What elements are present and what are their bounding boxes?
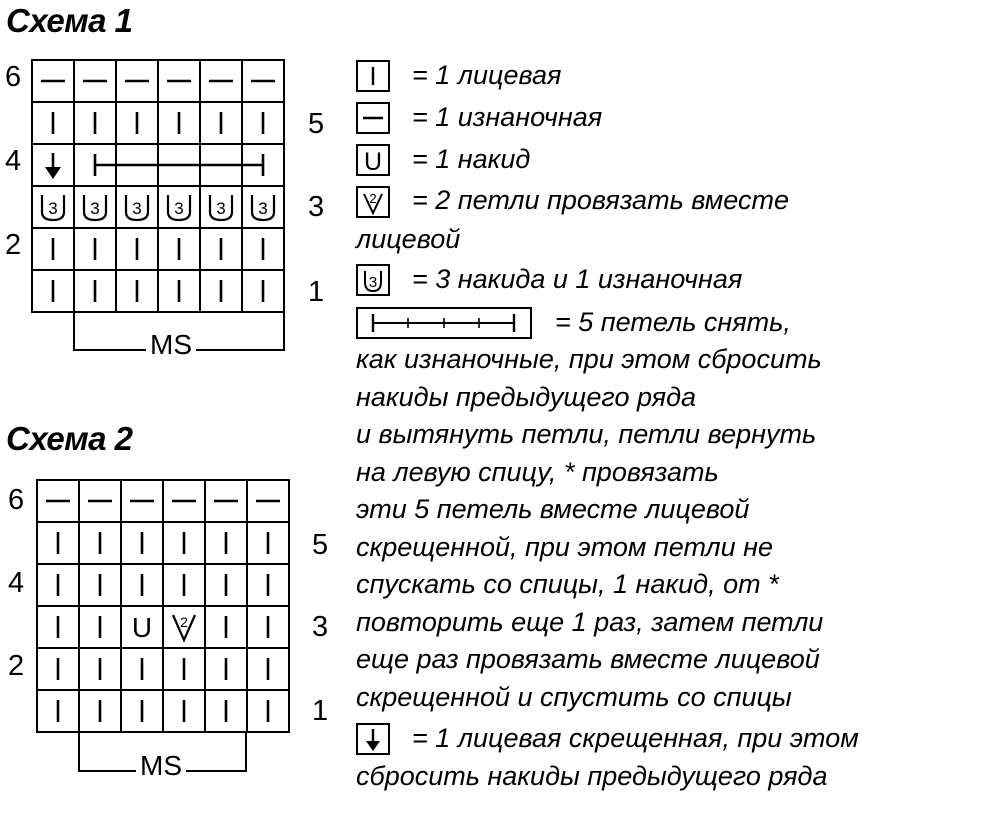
scheme-2-cell-knit bbox=[37, 690, 79, 732]
scheme-2-row-1: 1 bbox=[312, 695, 329, 727]
scheme-2-cell-purl bbox=[163, 480, 205, 522]
scheme-2-cell-knit bbox=[205, 690, 247, 732]
scheme-2-row-6: 6 bbox=[8, 484, 25, 516]
scheme-1-row-3: 3 bbox=[308, 191, 325, 223]
scheme-2-cell-knit bbox=[79, 606, 121, 648]
scheme-2-cell-knit bbox=[37, 606, 79, 648]
legend-slip5-text-4: и вытянуть петли, петли вернуть bbox=[356, 419, 817, 449]
legend-yo-symbol bbox=[356, 144, 390, 176]
scheme-2-cell-k2tog bbox=[163, 606, 205, 648]
scheme-2-cell-yo bbox=[121, 606, 163, 648]
scheme-2-grid bbox=[37, 480, 289, 732]
svg-text:3: 3 bbox=[174, 199, 184, 218]
scheme-2-cell-knit bbox=[205, 606, 247, 648]
legend-slip5-text-1: = 5 петель снять, bbox=[555, 307, 791, 337]
scheme-2-cell-purl bbox=[37, 480, 79, 522]
legend-knit-symbol bbox=[356, 60, 390, 92]
legend-yo-text: = 1 накид bbox=[412, 144, 531, 174]
scheme-1-row-6: 6 bbox=[5, 61, 22, 93]
legend-slip5-text-2: как изнаночные, при этом сбросить bbox=[356, 344, 822, 374]
legend-slip5-text-8: спускать со спицы, 1 накид, от * bbox=[356, 569, 779, 599]
legend-slip5-text-5: на левую спицу, * провязать bbox=[356, 457, 719, 487]
svg-text:3: 3 bbox=[90, 199, 100, 218]
scheme-2-repeat-label: MS bbox=[136, 752, 186, 780]
scheme-2-cell-knit bbox=[247, 690, 289, 732]
legend-k2tog-text-1: = 2 петли провязать вместе bbox=[412, 185, 789, 215]
scheme-1-title: Схема 1 bbox=[6, 2, 133, 39]
scheme-2-cell-knit bbox=[247, 606, 289, 648]
legend-yo3p-text: = 3 накида и 1 изнаночная bbox=[412, 264, 743, 294]
scheme-2-cell-knit bbox=[79, 690, 121, 732]
legend-slip5-text-11: скрещенной и спустить со спицы bbox=[356, 682, 792, 712]
scheme-2-row-2: 2 bbox=[8, 650, 25, 682]
scheme-2-cell-purl bbox=[121, 480, 163, 522]
scheme-2-cell-knit bbox=[121, 564, 163, 606]
scheme-2-cell-knit bbox=[205, 522, 247, 564]
svg-text:2: 2 bbox=[180, 614, 188, 630]
scheme-2-cell-knit bbox=[79, 522, 121, 564]
legend-purl-symbol bbox=[356, 102, 390, 134]
scheme-2-cell-knit bbox=[205, 648, 247, 690]
scheme-2-cell-knit bbox=[247, 522, 289, 564]
scheme-2-title: Схема 2 bbox=[6, 420, 133, 457]
legend-slip5-text-7: скрещенной, при этом петли не bbox=[356, 532, 773, 562]
legend-purl-text: = 1 изнаночная bbox=[412, 102, 603, 132]
scheme-2-cell-knit bbox=[121, 648, 163, 690]
legend-slip5-text-10: еще раз провязать вместе лицевой bbox=[356, 644, 820, 674]
legend-slip5-symbol bbox=[356, 307, 532, 339]
legend-twisted-text-1: = 1 лицевая скрещенная, при этом bbox=[412, 723, 859, 753]
scheme-2-cell-knit bbox=[37, 564, 79, 606]
legend-yo-glyph: U bbox=[363, 148, 383, 176]
scheme-2-cell-purl bbox=[247, 480, 289, 522]
scheme-1-row-4: 4 bbox=[5, 145, 22, 177]
scheme-1-row-2: 2 bbox=[5, 229, 22, 261]
scheme-1-row-1: 1 bbox=[308, 276, 325, 308]
legend-yo3p-symbol bbox=[356, 264, 390, 296]
legend-twisted-symbol bbox=[356, 723, 390, 755]
legend-yo3p-digit: 3 bbox=[368, 274, 378, 291]
svg-text:3: 3 bbox=[132, 199, 142, 218]
svg-text:3: 3 bbox=[216, 199, 226, 218]
scheme-2-cell-purl bbox=[205, 480, 247, 522]
svg-text:3: 3 bbox=[48, 199, 58, 218]
scheme-2-row-4: 4 bbox=[8, 567, 25, 599]
scheme-2-cell-knit bbox=[163, 690, 205, 732]
scheme-2-cell-knit bbox=[37, 648, 79, 690]
scheme-2-row-3: 3 bbox=[312, 611, 329, 643]
scheme-2-cell-knit bbox=[37, 522, 79, 564]
legend-knit-text: = 1 лицевая bbox=[412, 60, 562, 90]
scheme-2-cell-knit bbox=[121, 522, 163, 564]
legend-slip5-text-9: повторить еще 1 раз, затем петли bbox=[356, 607, 824, 637]
scheme-2-cell-knit bbox=[79, 564, 121, 606]
legend-slip5-text-6: эти 5 петель вместе лицевой bbox=[356, 494, 750, 524]
svg-text:U: U bbox=[131, 612, 153, 643]
legend-slip5-text-3: накиды предыдущего ряда bbox=[356, 382, 697, 412]
scheme-2-cell-knit bbox=[247, 648, 289, 690]
scheme-2-cell-knit bbox=[163, 522, 205, 564]
legend-twisted-text-2: сбросить накиды предыдущего ряда bbox=[356, 761, 828, 791]
legend-k2tog-text-2: лицевой bbox=[356, 224, 461, 254]
scheme-2-cell-purl bbox=[79, 480, 121, 522]
scheme-2-cell-knit bbox=[247, 564, 289, 606]
scheme-2-cell-knit bbox=[163, 564, 205, 606]
scheme-2-row-5: 5 bbox=[312, 529, 329, 561]
scheme-2-cell-knit bbox=[205, 564, 247, 606]
svg-text:3: 3 bbox=[258, 199, 268, 218]
scheme-1-repeat-label: MS bbox=[146, 331, 196, 359]
scheme-2-cell-knit bbox=[121, 690, 163, 732]
scheme-2-cell-knit bbox=[79, 648, 121, 690]
scheme-2-cell-knit bbox=[163, 648, 205, 690]
legend-k2tog-symbol bbox=[356, 186, 390, 218]
legend-k2tog-digit: 2 bbox=[369, 191, 377, 206]
scheme-1-row-5: 5 bbox=[308, 108, 325, 140]
